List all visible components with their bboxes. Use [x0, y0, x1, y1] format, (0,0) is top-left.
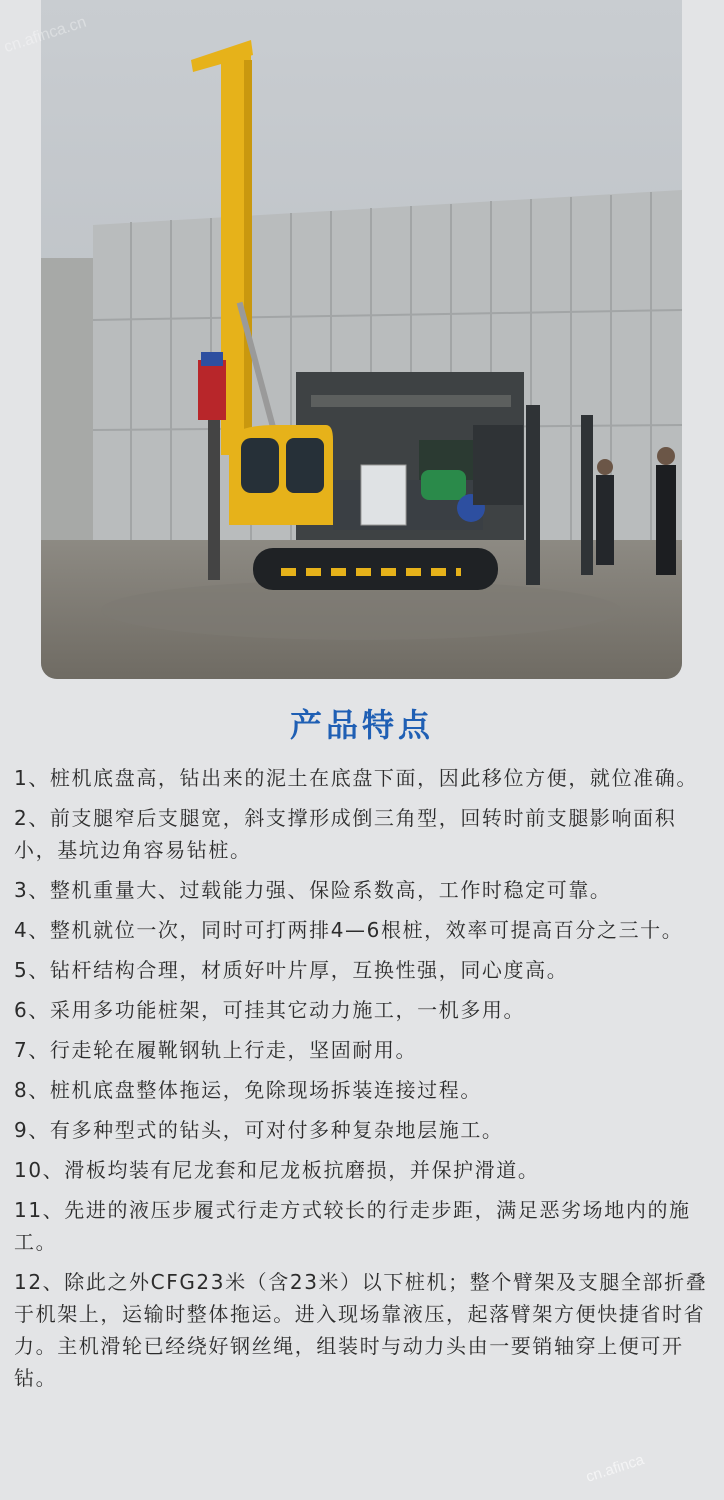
watermark: cn.afinca.cn	[2, 13, 89, 57]
pile-driver-illustration	[41, 0, 682, 679]
feature-item: 6、采用多功能桩架，可挂其它动力施工，一机多用。	[14, 998, 526, 1022]
feature-item: 12、除此之外CFG23米（含23米）以下桩机；整个臂架及支腿全部折叠于机架上，运输时整体拖运。进入现场靠液压，起落臂架方便快捷省时省力。主机滑轮已经绕好钢丝绳，组装时与动力头由一要销轴穿上便可开钻。	[14, 1270, 708, 1390]
watermark-bottom: cn.afinca	[583, 1451, 647, 1486]
feature-item: 1、桩机底盘高，钻出来的泥土在底盘下面，因此移位方便，就位准确。	[14, 766, 698, 790]
feature-item: 7、行走轮在履靴钢轨上行走，坚固耐用。	[14, 1038, 418, 1062]
feature-item: 11、先进的液压步履式行走方式较长的行走步距，满足恶劣场地内的施工。	[14, 1198, 691, 1254]
feature-item: 3、整机重量大、过载能力强、保险系数高，工作时稳定可靠。	[14, 878, 612, 902]
feature-item: 8、桩机底盘整体拖运，免除现场拆装连接过程。	[14, 1078, 482, 1102]
product-photo	[41, 0, 682, 679]
feature-item: 10、滑板均装有尼龙套和尼龙板抗磨损，并保护滑道。	[14, 1158, 540, 1182]
feature-item: 5、钻杆结构合理，材质好叶片厚，互换性强，同心度高。	[14, 958, 569, 982]
feature-list	[14, 762, 714, 1402]
section-title: 产品特点	[289, 706, 434, 744]
feature-item: 2、前支腿窄后支腿宽，斜支撑形成倒三角型，回转时前支腿影响面积小，基坑边角容易钻桩。	[14, 806, 677, 862]
feature-item: 4、整机就位一次，同时可打两排4—6根桩，效率可提高百分之三十。	[14, 918, 684, 942]
feature-item: 9、有多种型式的钻头，可对付多种复杂地层施工。	[14, 1118, 504, 1142]
